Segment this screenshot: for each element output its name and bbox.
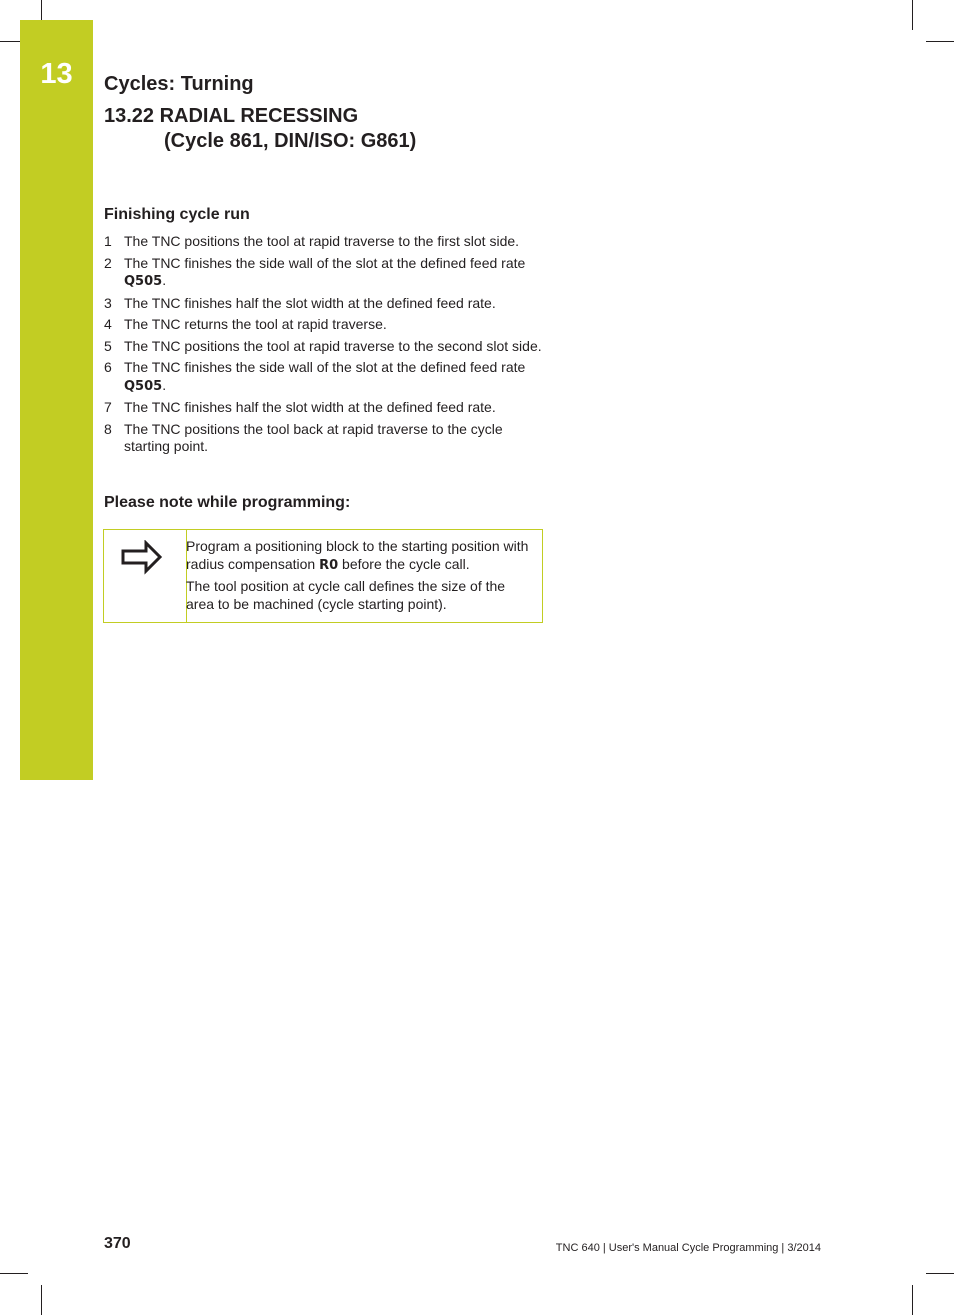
note-paragraph: Program a positioning block to the starting position with radius compensation R0 before the cycle call.	[186, 538, 529, 573]
code-r0: R0	[319, 557, 339, 573]
list-item	[104, 316, 549, 334]
step-number: 8	[104, 420, 112, 437]
list-item	[104, 233, 549, 251]
crop-mark	[0, 1273, 28, 1274]
crop-mark	[912, 1285, 913, 1315]
step-number: 7	[104, 399, 112, 415]
step-number: 4	[104, 316, 112, 332]
crop-mark	[41, 0, 42, 20]
step-text: The TNC positions the tool at rapid traverse to the second slot side.	[124, 337, 542, 354]
note-paragraph: The tool position at cycle call defines the size of the area to be machined (cycle starting point).	[186, 578, 506, 612]
crop-mark	[912, 0, 913, 30]
arrow-right-icon	[120, 540, 168, 576]
parameter-code: Q505	[124, 274, 163, 289]
crop-mark	[926, 41, 954, 42]
step-number: 3	[104, 294, 112, 311]
step-text: The TNC finishes the side wall of the slot at the defined feed rate	[124, 254, 526, 271]
step-number: 2	[104, 254, 112, 271]
section-title-line1: 13.22 RADIAL RECESSING	[104, 105, 359, 127]
list-item: 2 The TNC finishes the side wall of the slot at the defined feed rate Q505.	[104, 254, 526, 289]
step-text: The TNC returns the tool at rapid traverse.	[124, 316, 387, 332]
crop-mark	[926, 1273, 954, 1274]
section-title-line2: (Cycle 861, DIN/ISO: G861)	[164, 130, 417, 152]
crop-mark	[0, 41, 20, 42]
list-item	[104, 295, 549, 313]
finishing-heading: Finishing cycle run	[104, 206, 250, 223]
step-number: 5	[104, 337, 112, 354]
step-number: 6	[104, 359, 112, 375]
chapter-title: Cycles: Turning	[104, 73, 254, 95]
chapter-number: 13	[40, 58, 73, 90]
list-item	[104, 399, 549, 417]
programming-note-heading: Please note while programming:	[104, 494, 351, 511]
footer-text: TNC 640 | User's Manual Cycle Programming | 3/2014	[555, 1242, 821, 1254]
finishing-steps-list	[104, 233, 549, 460]
note-box	[103, 529, 543, 623]
list-item	[104, 421, 549, 456]
step-text: The TNC positions the tool back at rapid traverse to the cycle starting point.	[124, 420, 503, 454]
step-text: The TNC positions the tool at rapid traverse to the first slot side.	[124, 233, 520, 249]
list-item	[104, 338, 549, 356]
step-number: 1	[104, 233, 112, 249]
note-text	[186, 538, 536, 617]
page-number: 370	[104, 1235, 131, 1252]
parameter-code: Q505	[124, 378, 163, 394]
step-text: The TNC finishes half the slot width at the defined feed rate.	[124, 399, 496, 415]
chapter-sidebar	[20, 20, 93, 780]
step-text: The TNC finishes half the slot width at the defined feed rate.	[124, 294, 496, 311]
crop-mark	[41, 1285, 42, 1315]
step-text: The TNC finishes the side wall of the slot at the defined feed rate	[124, 359, 526, 375]
list-item: 6 The TNC finishes the side wall of the slot at the defined feed rate Q505.	[104, 359, 526, 394]
section-title	[104, 104, 416, 154]
